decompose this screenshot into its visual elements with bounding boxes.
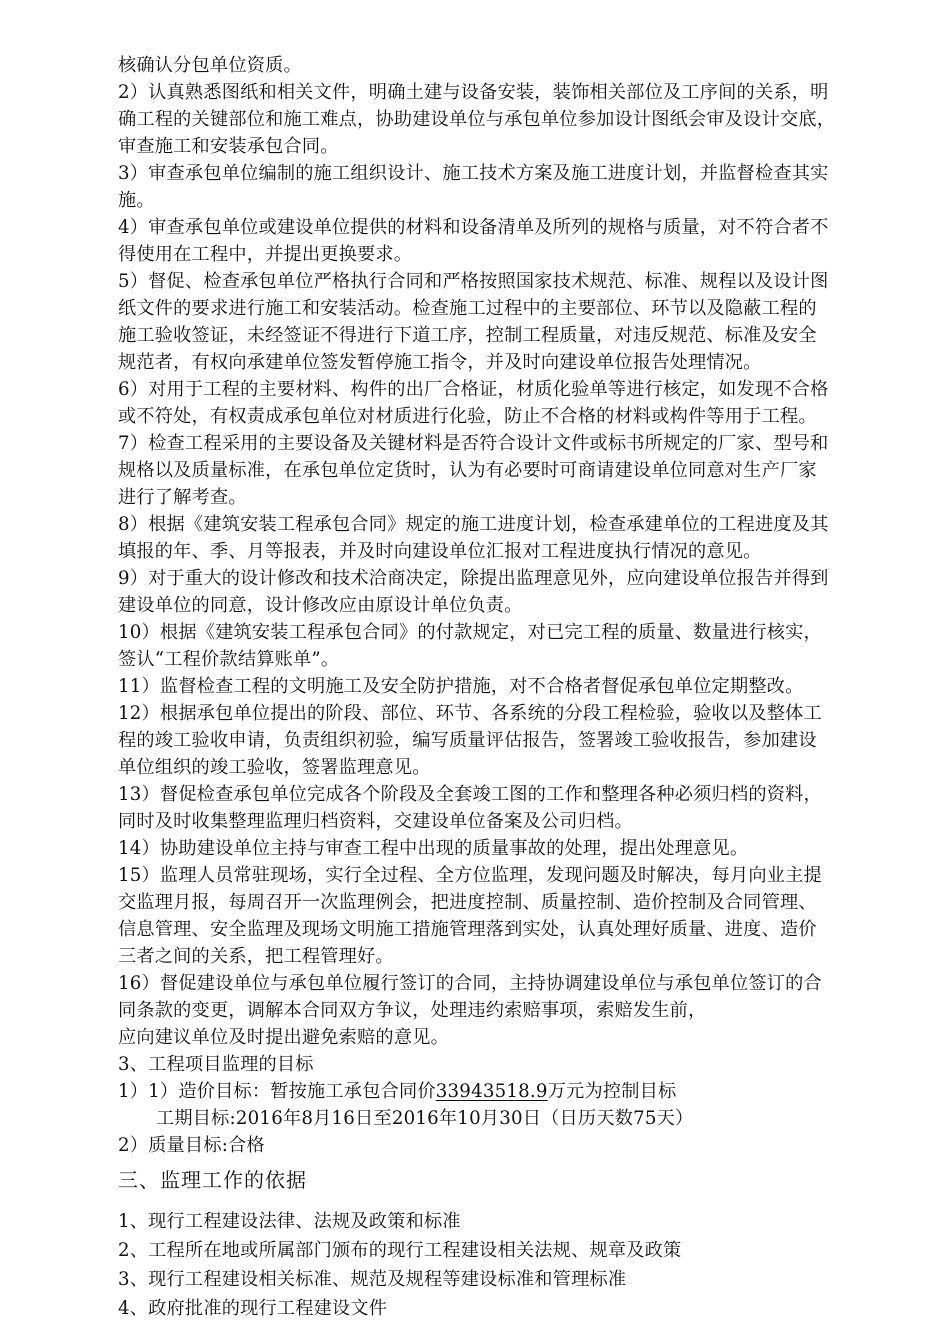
text-line: 12）根据承包单位提出的阶段、部位、环节、各系统的分段工程检验，验收以及整体工	[118, 703, 822, 724]
text-line: 规范者，有权向承建单位签发暂停施工指令，并及时向建设单位报告处理情况。	[118, 352, 762, 373]
text-line: 单位组织的竣工验收，签署监理意见。	[118, 757, 431, 778]
text-line: 纸文件的要求进行施工和安装活动。检查施工过程中的主要部位、环节以及隐蔽工程的	[118, 298, 817, 319]
text-line: 信息管理、安全监理及现场文明施工措施管理落到实处，认真处理好质量、进度、造价	[118, 919, 817, 940]
text-line: 审查施工和安装承包合同。	[118, 136, 339, 157]
text-line: 签认“工程价款结算账单”。	[118, 649, 340, 670]
text-line: 规格以及质量标准，在承包单位定货时，认为有必要时可商请建设单位同意对生产厂家	[118, 460, 817, 481]
cost-value: 33943518.9	[435, 1081, 548, 1102]
text-line: 同时及时收集整理监理归档资料，交建设单位备案及公司归档。	[118, 811, 633, 832]
text-line: 9）对于重大的设计修改和技术洽商决定，除提出监理意见外，应向建设单位报告并得到	[118, 568, 829, 589]
duty-item	[118, 511, 898, 565]
objectives-block	[118, 1051, 898, 1159]
text-line: 程的竣工验收申请，负责组织初验，编写质量评估报告，签署竣工验收报告，参加建设	[118, 730, 817, 751]
text-line: 11）监督检查工程的文明施工及安全防护措施，对不合格者督促承包单位定期整改。	[118, 676, 804, 697]
document-page	[118, 52, 898, 1323]
cost-objective	[118, 1078, 898, 1105]
basis-list	[118, 1207, 898, 1323]
text-line: 交监理月报，每周召开一次监理例会，把进度控制、质量控制、造价控制及合同管理、	[118, 892, 817, 913]
text-line: 5）督促、检查承包单位严格执行合同和严格按照国家技术规范、标准、规程以及设计图	[118, 271, 829, 292]
cost-prefix: 1）1）造价目标：暂按施工承包合同价	[118, 1081, 436, 1102]
text-line: 15）监理人员常驻现场，实行全过程、全方位监理，发现问题及时解决，每月向业主提	[118, 865, 822, 886]
duty-item	[118, 376, 898, 430]
text-line: 8）根据《建筑安装工程承包合同》规定的施工进度计划，检查承建单位的工程进度及其	[118, 514, 829, 535]
basis-item: 3、现行工程建设相关标准、规范及规程等建设标准和管理标准	[118, 1269, 627, 1290]
text-line: 填报的年、季、月等报表，并及时向建设单位汇报对工程进度执行情况的意见。	[118, 541, 762, 562]
duty-item	[118, 430, 898, 511]
schedule-objective: 工期目标:2016年8月16日至2016年10月30日（日历天数75天）	[156, 1108, 694, 1129]
duty-item	[118, 700, 898, 781]
text-line: 确工程的关键部位和施工难点，协助建设单位与承包单位参加设计图纸会审及设计交底，	[118, 109, 836, 130]
text-line: 核确认分包单位资质。	[118, 55, 302, 76]
text-line: 13）督促检查承包单位完成各个阶段及全套竣工图的工作和整理各种必须归档的资料，	[118, 784, 822, 805]
duty-item	[118, 781, 898, 835]
text-line: 或不符处，有权责成承包单位对材质进行化验，防止不合格的材料或构件等用于工程。	[118, 406, 817, 427]
text-line: 2）认真熟悉图纸和相关文件，明确土建与设备安装，装饰相关部位及工序间的关系，明	[118, 82, 829, 103]
cost-suffix: 万元为控制目标	[547, 1081, 677, 1102]
duty-list	[118, 79, 898, 1051]
text-line: 施工验收签证，未经签证不得进行下道工序，控制工程质量，对违反规范、标准及安全	[118, 325, 817, 346]
text-line: 3）审查承包单位编制的施工组织设计、施工技术方案及施工进度计划，并监督检查其实	[118, 163, 829, 184]
section-title: 三、监理工作的依据	[118, 1168, 307, 1192]
text-line: 同条款的变更，调解本合同双方争议，处理违约索赔事项，索赔发生前，	[118, 1000, 707, 1021]
objectives-heading: 3、工程项目监理的目标	[118, 1054, 314, 1075]
duty-item	[118, 619, 898, 673]
text-line: 10）根据《建筑安装工程承包合同》的付款规定，对已完工程的质量、数量进行核实，	[118, 622, 822, 643]
basis-item: 2、工程所在地或所属部门颁布的现行工程建设相关法规、规章及政策	[118, 1240, 682, 1261]
basis-item: 4、政府批准的现行工程建设文件	[118, 1298, 388, 1319]
text-line: 16）督促建设单位与承包单位履行签订的合同，主持协调建设单位与承包单位签订的合	[118, 973, 822, 994]
duty-item	[118, 835, 898, 862]
text-line: 4）审查承包单位或建设单位提供的材料和设备清单及所列的规格与质量，对不符合者不	[118, 217, 829, 238]
duty-item	[118, 79, 898, 160]
text-line: 三者之间的关系，把工程管理好。	[118, 946, 394, 967]
text-line: 施。	[118, 190, 155, 211]
duty-item	[118, 673, 898, 700]
text-line: 进行了解考查。	[118, 487, 247, 508]
quality-objective: 2）质量目标:合格	[118, 1135, 265, 1156]
duty-item	[118, 214, 898, 268]
text-line: 7）检查工程采用的主要设备及关键材料是否符合设计文件或标书所规定的厂家、型号和	[118, 433, 829, 454]
duty-item	[118, 160, 898, 214]
text-line: 得使用在工程中，并提出更换要求。	[118, 244, 413, 265]
duty-item	[118, 970, 898, 1051]
intro-paragraph	[118, 52, 898, 79]
duty-item	[118, 268, 898, 376]
text-line: 建设单位的同意，设计修改应由原设计单位负责。	[118, 595, 523, 616]
text-line: 应向建议单位及时提出避免索赔的意见。	[118, 1027, 449, 1048]
text-line: 6）对用于工程的主要材料、构件的出厂合格证，材质化验单等进行核定，如发现不合格	[118, 379, 829, 400]
text-line: 14）协助建设单位主持与审查工程中出现的质量事故的处理，提出处理意见。	[118, 838, 749, 859]
duty-item	[118, 862, 898, 970]
duty-item	[118, 565, 898, 619]
basis-item: 1、现行工程建设法律、法规及政策和标准	[118, 1211, 461, 1232]
